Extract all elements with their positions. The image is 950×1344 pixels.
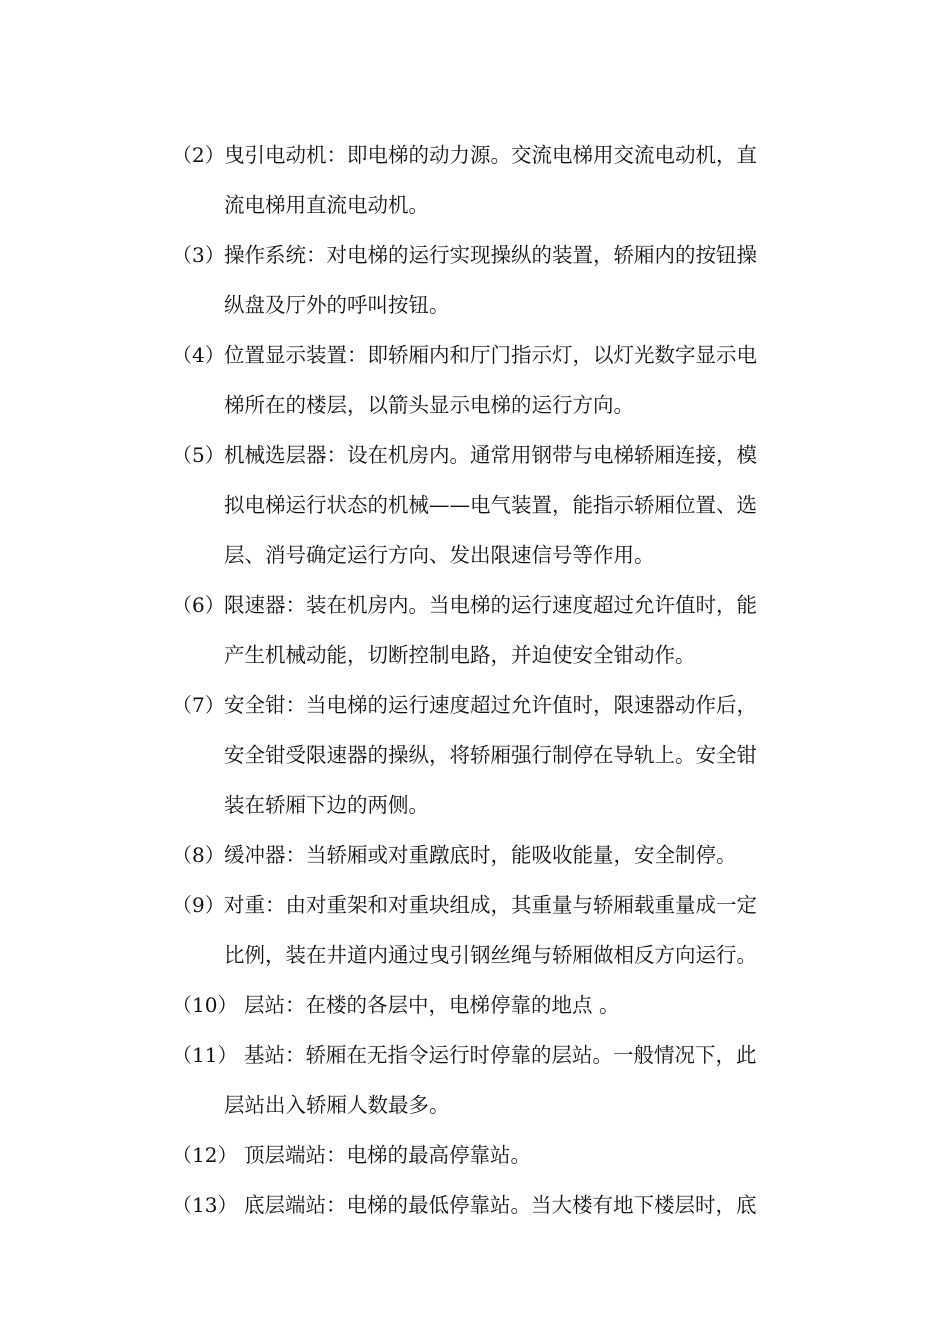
item-text-line (224, 580, 808, 630)
list-item-continuation (172, 930, 808, 980)
list-item (172, 330, 808, 380)
item-text-line (172, 1080, 808, 1130)
item-text-line (172, 630, 808, 680)
item-text-line (172, 480, 808, 530)
item-text-line (244, 980, 808, 1030)
list-item (172, 580, 808, 630)
elevator-components-list (172, 130, 808, 1230)
list-item (172, 430, 808, 480)
list-item (172, 1180, 808, 1230)
list-item (172, 880, 808, 930)
item-text-line (172, 380, 808, 430)
item-text-line (172, 930, 808, 980)
item-text-line (244, 1180, 808, 1230)
item-number: （12） (172, 1143, 238, 1167)
list-item-continuation (172, 780, 808, 830)
text-line: 基站：轿厢在无指令运行时停靠的层站。一般情况下，此 (244, 1043, 757, 1067)
item-text-line (224, 830, 808, 880)
item-number: （9） (172, 893, 225, 917)
item-number: （13） (172, 1193, 238, 1217)
list-item-continuation (172, 630, 808, 680)
text-line: 安全钳受限速器的操纵，将轿厢强行制停在导轨上。安全钳 (224, 743, 757, 767)
item-text-line (224, 130, 808, 180)
list-item (172, 1130, 808, 1180)
text-line: 层、消号确定运行方向、发出限速信号等作用。 (224, 543, 655, 567)
text-line: 装在轿厢下边的两侧。 (224, 793, 429, 817)
item-number: （5） (172, 443, 225, 467)
list-item-continuation (172, 730, 808, 780)
item-number: （2） (172, 143, 225, 167)
item-text-line (172, 180, 808, 230)
item-number: （10） (172, 993, 238, 1017)
list-item (172, 230, 808, 280)
text-line: 梯所在的楼层，以箭头显示电梯的运行方向。 (224, 393, 634, 417)
text-line: 比例，装在井道内通过曳引钢丝绳与轿厢做相反方向运行。 (224, 943, 757, 967)
list-item (172, 680, 808, 730)
text-line: 纵盘及厅外的呼叫按钮。 (224, 293, 450, 317)
item-text-line (172, 730, 808, 780)
item-text-line (244, 1030, 808, 1080)
list-item (172, 130, 808, 180)
item-text-line (244, 1130, 808, 1180)
list-item-continuation (172, 180, 808, 230)
item-text-line (224, 230, 808, 280)
item-number: （3） (172, 243, 225, 267)
item-number: （7） (172, 693, 225, 717)
text-line: 操作系统：对电梯的运行实现操纵的装置，轿厢内的按钮操 (224, 243, 757, 267)
text-line: 缓冲器：当轿厢或对重蹾底时，能吸收能量，安全制停。 (224, 843, 737, 867)
item-number: （11） (172, 1043, 238, 1067)
list-item (172, 980, 808, 1030)
text-line: 曳引电动机：即电梯的动力源。交流电梯用交流电动机，直 (224, 143, 757, 167)
item-text-line (172, 780, 808, 830)
list-item-continuation (172, 380, 808, 430)
text-line: 顶层端站：电梯的最高停靠站。 (244, 1143, 531, 1167)
list-item (172, 830, 808, 880)
text-line: 安全钳：当电梯的运行速度超过允许值时，限速器动作后， (224, 693, 757, 717)
text-line: 拟电梯运行状态的机械——电气装置，能指示轿厢位置、选 (224, 493, 757, 517)
text-line: 流电梯用直流电动机。 (224, 193, 429, 217)
item-number: （6） (172, 593, 225, 617)
list-item-continuation (172, 1080, 808, 1130)
list-item (172, 1030, 808, 1080)
list-item-continuation (172, 480, 808, 530)
text-line: 限速器：装在机房内。当电梯的运行速度超过允许值时，能 (224, 593, 757, 617)
text-line: 对重：由对重架和对重块组成，其重量与轿厢载重量成一定 (224, 893, 757, 917)
text-line: 层站出入轿厢人数最多。 (224, 1093, 450, 1117)
list-item-continuation (172, 530, 808, 580)
text-line: 底层端站：电梯的最低停靠站。当大楼有地下楼层时，底 (244, 1193, 757, 1217)
item-text-line (224, 680, 808, 730)
item-text-line (172, 280, 808, 330)
item-text-line (224, 880, 808, 930)
text-line: 机械选层器：设在机房内。通常用钢带与电梯轿厢连接，模 (224, 443, 757, 467)
text-line: 产生机械动能，切断控制电路，并迫使安全钳动作。 (224, 643, 696, 667)
text-line: 层站：在楼的各层中，电梯停靠的地点 。 (244, 993, 620, 1017)
item-text-line (224, 330, 808, 380)
item-text-line (172, 530, 808, 580)
item-number: （8） (172, 843, 225, 867)
list-item-continuation (172, 280, 808, 330)
text-line: 位置显示装置：即轿厢内和厅门指示灯，以灯光数字显示电 (224, 343, 757, 367)
item-number: （4） (172, 343, 225, 367)
item-text-line (224, 430, 808, 480)
